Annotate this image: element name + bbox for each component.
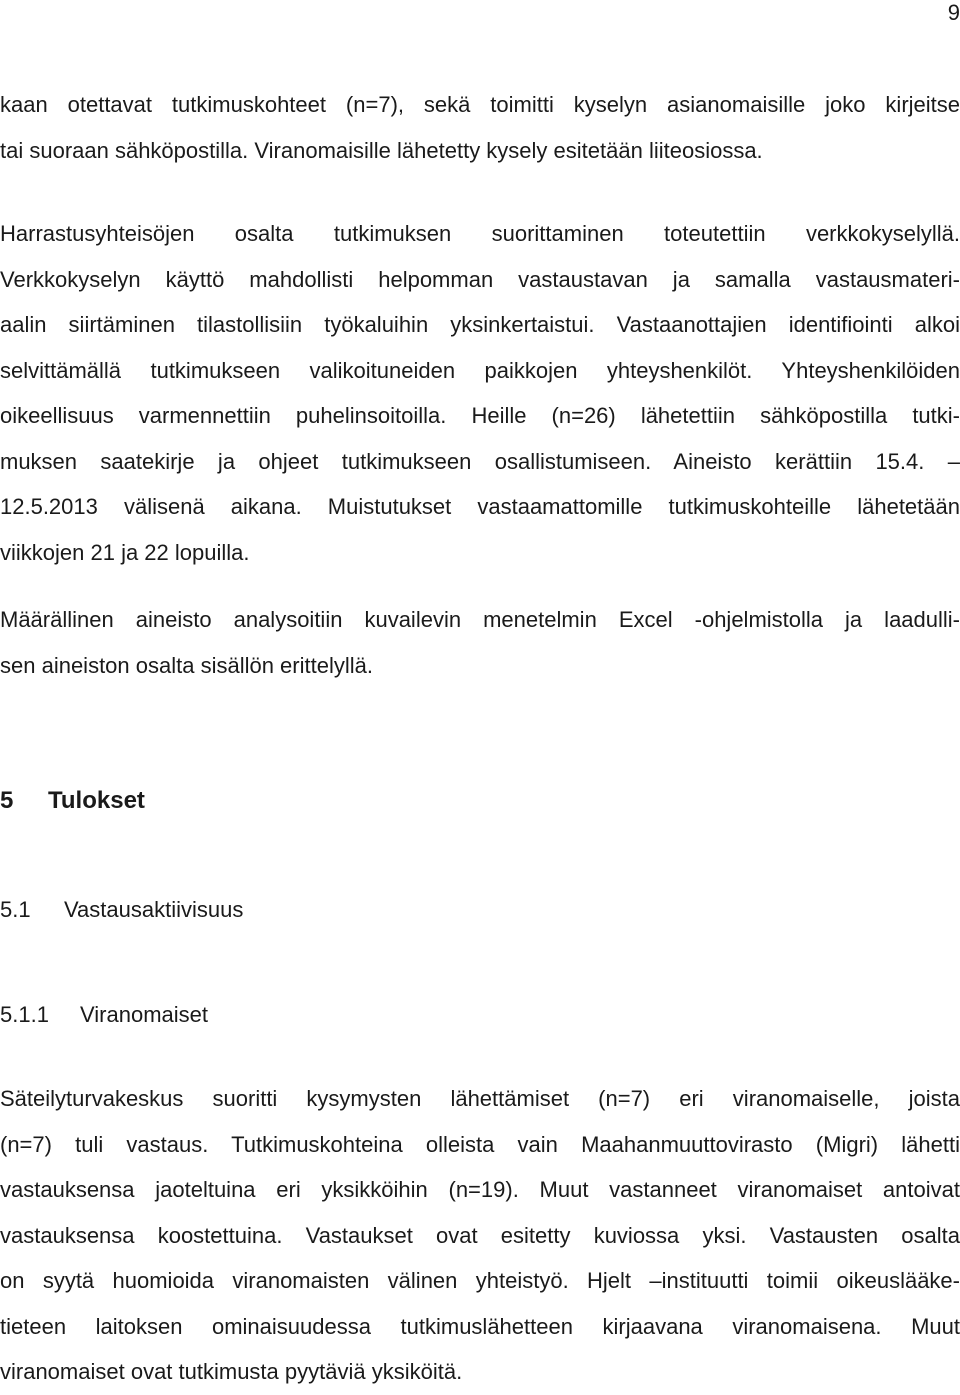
paragraph-2: [0, 211, 960, 575]
subsection-number: 5.1: [0, 897, 31, 922]
text-line: selvittämällä tutkimukseen valikoituneiden paikkojen yhteyshenkilöt. Yhteyshenkilöiden: [0, 357, 960, 383]
text-line: viikkojen 21 ja 22 lopuilla.: [0, 539, 250, 565]
text-line: vastauksensa koostettuina. Vastaukset ovat esitetty kuviossa yksi. Vastausten osalta: [0, 1222, 960, 1248]
subsection-title: Vastausaktiivisuus: [64, 897, 244, 922]
text-line: muksen saatekirje ja ohjeet tutkimukseen osallistumiseen. Aineisto kerättiin 15.4. –: [0, 448, 960, 474]
paragraph-4: [0, 1076, 960, 1395]
text-line: viranomaiset ovat tutkimusta pyytäviä yksiköitä.: [0, 1359, 463, 1384]
text-line: Määrällinen aineisto analysoitiin kuvailevin menetelmin Excel -ohjelmistolla ja laadulli-: [0, 607, 960, 632]
section-number: 5: [0, 787, 14, 814]
text-line: Säteilyturvakeskus suoritti kysymysten lähettämiset (n=7) eri viranomaiselle, joista: [0, 1086, 960, 1111]
subsubsection-number: 5.1.1: [0, 1002, 49, 1027]
text-line: tieteen laitoksen ominaisuudessa tutkimuslähetteen kirjaavana viranomaisena. Muut: [0, 1313, 960, 1339]
text-line: on syytä huomioida viranomaisten välinen yhteistyö. Hjelt –instituutti toimii oikeuslääke-: [0, 1268, 960, 1293]
text-line: tai suoraan sähköpostilla. Viranomaisille lähetetty kysely esitetään liiteosiossa.: [0, 137, 763, 163]
subsubsection-title: Viranomaiset: [80, 1002, 208, 1027]
paragraph-1: [0, 82, 960, 173]
text-line: Verkkokyselyn käyttö mahdollisti helpomman vastaustavan ja samalla vastausmateri-: [0, 266, 960, 292]
subsection-heading: [0, 894, 243, 926]
text-line: aalin siirtäminen tilastollisiin työkaluihin yksinkertaistui. Vastaanottajien identifiointi alkoi: [0, 312, 960, 337]
text-line: (n=7) tuli vastaus. Tutkimuskohteina olleista vain Maahanmuuttovirasto (Migri) lähetti: [0, 1131, 960, 1157]
text-line: Harrastusyhteisöjen osalta tutkimuksen suorittaminen toteutettiin verkkokyselyllä.: [0, 221, 960, 246]
section-title: Tulokset: [48, 787, 145, 814]
text-line: 12.5.2013 välisenä aikana. Muistutukset vastaamattomille tutkimuskohteille lähetetään: [0, 494, 960, 519]
paragraph-3: [0, 597, 960, 688]
text-line: kaan otettavat tutkimuskohteet (n=7), sekä toimitti kyselyn asianomaisille joko kirjeitse: [0, 92, 960, 117]
page-number: 9: [947, 0, 960, 25]
text-line: vastauksensa jaoteltuina eri yksikköihin (n=19). Muut vastanneet viranomaiset antoivat: [0, 1177, 960, 1202]
subsubsection-heading: [0, 999, 208, 1031]
text-line: oikeellisuus varmennettiin puhelinsoitoilla. Heille (n=26) lähetettiin sähköpostilla tutki-: [0, 403, 960, 428]
text-line: sen aineiston osalta sisällön erittelyllä.: [0, 652, 373, 678]
section-heading: [0, 784, 145, 818]
